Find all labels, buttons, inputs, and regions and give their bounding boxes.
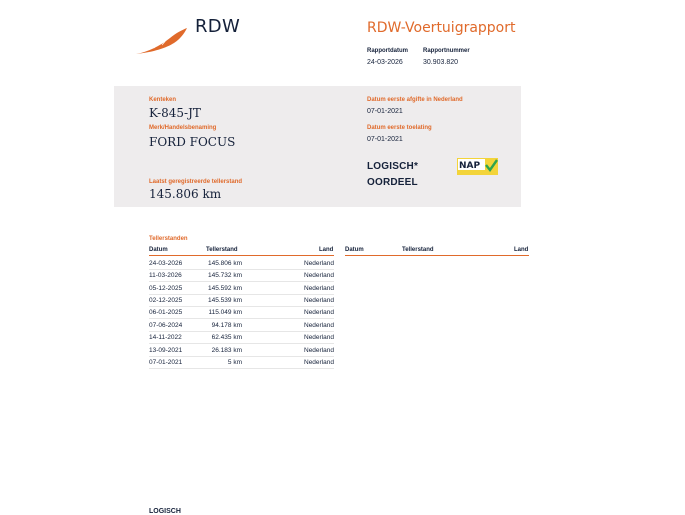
verdict-line1: LOGISCH* <box>367 161 419 172</box>
rapportnummer-value: 30.903.820 <box>423 59 459 66</box>
header-divider-right <box>345 255 529 256</box>
footer-text-cut: LOGISCH <box>149 508 181 515</box>
col-header-land: Land <box>319 247 334 253</box>
row-land: Nederland <box>304 359 334 366</box>
col-header-land-right: Land <box>514 247 529 253</box>
nap-text: NAP <box>459 161 481 171</box>
row-tellerstand: 5 km <box>227 359 242 366</box>
teller-label: Laatst geregistreerde tellerstand <box>149 179 243 185</box>
kenteken-value: K-845-JT <box>149 106 201 120</box>
row-datum: 24-03-2026 <box>149 260 183 267</box>
rdw-feather-logo-icon <box>134 26 188 56</box>
nap-logo-icon <box>457 158 498 175</box>
teller-value: 145.806 km <box>149 187 222 201</box>
row-datum: 07-06-2024 <box>149 322 183 329</box>
merk-value: FORD FOCUS <box>149 135 236 149</box>
row-tellerstand: 62.435 km <box>211 334 242 341</box>
row-land: Nederland <box>304 297 334 304</box>
row-datum: 07-01-2021 <box>149 359 183 366</box>
row-tellerstand: 145.806 km <box>208 260 242 267</box>
row-land: Nederland <box>304 347 334 354</box>
brand-name: RDW <box>195 16 241 37</box>
table-row <box>149 306 334 319</box>
row-tellerstand: 26.183 km <box>211 347 242 354</box>
row-datum: 14-11-2022 <box>149 334 182 341</box>
row-tellerstand: 145.539 km <box>208 297 242 304</box>
rapportnummer-label: Rapportnummer <box>423 48 470 54</box>
merk-label: Merk/Handelsbenaming <box>149 125 217 131</box>
col-header-datum: Datum <box>149 247 168 253</box>
afgifte-label: Datum eerste afgifte in Nederland <box>367 97 463 103</box>
report-title: RDW-Voertuigrapport <box>367 20 516 36</box>
row-tellerstand: 145.592 km <box>208 285 242 292</box>
toelating-value: 07-01-2021 <box>367 136 403 143</box>
row-land: Nederland <box>304 285 334 292</box>
row-land: Nederland <box>304 322 334 329</box>
row-land: Nederland <box>304 309 334 316</box>
header-divider <box>149 255 334 256</box>
rapportdatum-value: 24-03-2026 <box>367 59 403 66</box>
row-land: Nederland <box>304 272 334 279</box>
row-datum: 13-09-2021 <box>149 347 183 354</box>
afgifte-value: 07-01-2021 <box>367 108 403 115</box>
col-header-tellerstand: Tellerstand <box>206 247 238 253</box>
rapportdatum-label: Rapportdatum <box>367 48 408 54</box>
col-header-tellerstand-right: Tellerstand <box>402 247 434 253</box>
row-tellerstand: 115.049 km <box>208 309 242 316</box>
row-datum: 11-03-2026 <box>149 272 182 279</box>
col-header-datum-right: Datum <box>345 247 364 253</box>
table-title: Tellerstanden <box>149 236 188 242</box>
row-datum: 02-12-2025 <box>149 297 183 304</box>
table-row <box>149 269 334 282</box>
kenteken-label: Kenteken <box>149 97 177 103</box>
row-tellerstand: 145.732 km <box>208 272 242 279</box>
verdict-line2: OORDEEL <box>367 177 418 188</box>
row-tellerstand: 94.178 km <box>211 322 242 329</box>
row-land: Nederland <box>304 334 334 341</box>
table-row <box>149 356 334 369</box>
table-row <box>149 331 334 344</box>
toelating-label: Datum eerste toelating <box>367 125 432 131</box>
row-land: Nederland <box>304 260 334 267</box>
row-datum: 06-01-2025 <box>149 309 183 316</box>
row-datum: 05-12-2025 <box>149 285 183 292</box>
